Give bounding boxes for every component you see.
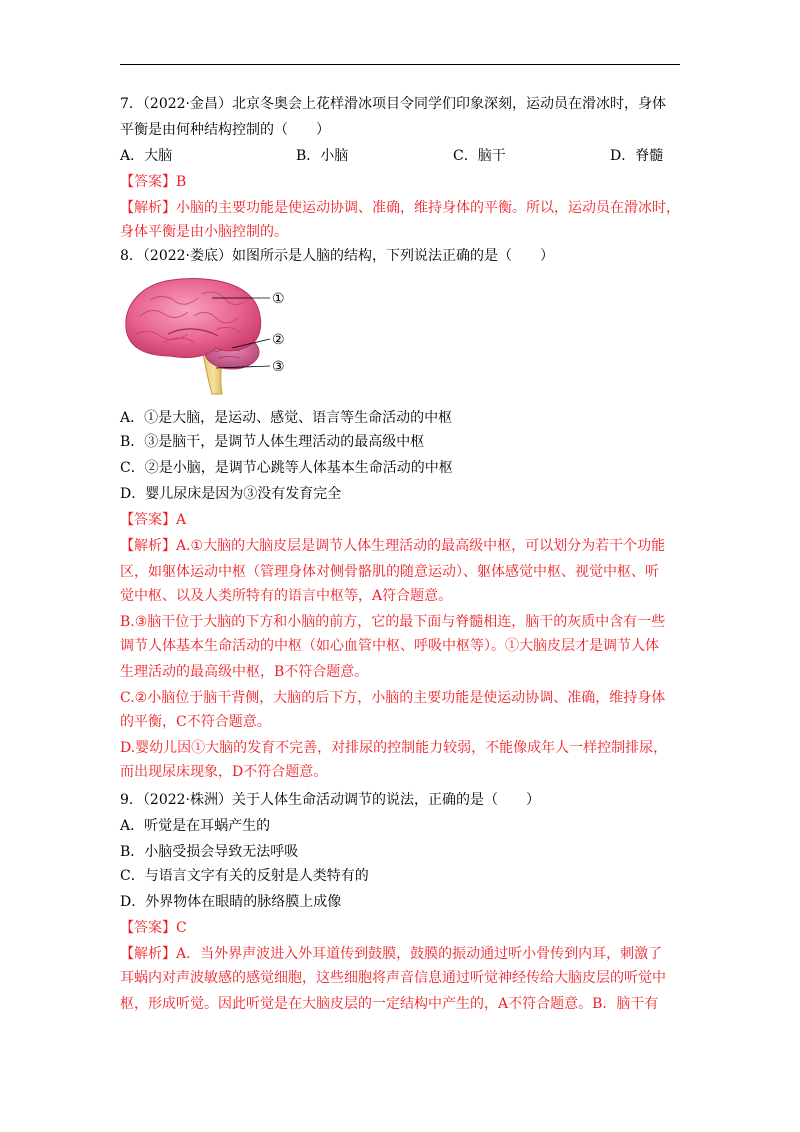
q8-analysis-line-7: C.②小脑位于脑干背侧，大脑的后下方，小脑的主要功能是使运动协调、准确，维持身体 [120,690,666,706]
brain-structure-figure [120,276,295,396]
q7-option-a: A．大脑 [120,148,173,164]
q8-analysis-line-8: 的平衡，C不符合题意。 [120,714,271,730]
brain-illustration [126,279,261,394]
q9-option-b: B．小脑受损会导致无法呼吸 [120,844,299,860]
q9-answer: 【答案】C [120,920,187,936]
q9-option-c: C．与语言文字有关的反射是人类特有的 [120,868,369,884]
figure-label-1: ① [272,291,285,307]
q8-analysis-line-3: 觉中枢、以及人类所特有的语言中枢等，A符合题意。 [120,588,453,604]
q8-option-d: D．婴儿尿床是因为③没有发育完全 [120,486,342,502]
q7-analysis-line-2: 身体平衡是由小脑控制的。 [120,224,288,240]
q8-analysis-line-9: D.婴幼儿因①大脑的发育不完善，对排尿的控制能力较弱，不能像成年人一样控制排尿， [120,740,668,756]
q9-analysis-line-2: 耳蜗内对声波敏感的感觉细胞，这些细胞将声音信息通过听觉神经传给大脑皮层的听觉中 [120,970,666,986]
q7-stem-line-2: 平衡是由何种结构控制的（ ） [120,122,330,138]
q9-analysis-line-1: 【解析】A．当外界声波进入外耳道传到鼓膜，鼓膜的振动通过听小骨传到内耳，刺激了 [120,946,663,962]
q8-option-c: C．②是小脑，是调节心跳等人体基本生命活动的中枢 [120,460,453,476]
q9-stem: 9．（2022·株洲）关于人体生命活动调节的说法，正确的是（ ） [120,792,540,808]
q7-option-d: D．脊髓 [610,148,664,164]
q7-answer: 【答案】B [120,174,187,190]
q8-option-a: A．①是大脑，是运动、感觉、语言等生命活动的中枢 [120,410,453,426]
q7-option-c: C．脑干 [453,148,506,164]
q7-options [120,146,680,166]
q8-analysis-line-10: 而出现尿床现象，D不符合题意。 [120,764,328,780]
q8-analysis-line-5: 调节人体基本生命活动的中枢（如心血管中枢、呼吸中枢等）。①大脑皮层才是调节人体 [120,638,659,654]
q9-analysis-line-3: 枢，形成听觉。因此听觉是在大脑皮层的一定结构中产生的，A不符合题意。B．脑干有 [120,996,659,1012]
q9-option-a: A．听觉是在耳蜗产生的 [120,818,271,834]
q8-analysis-line-1: 【解析】A.①大脑的大脑皮层是调节人体生理活动的最高级中枢，可以划分为若干个功能 [120,538,666,554]
q8-answer: 【答案】A [120,512,187,528]
q9-option-d: D．外界物体在眼睛的脉络膜上成像 [120,894,342,910]
q7-stem-line-1: 7．（2022·金昌）北京冬奥会上花样滑冰项目令同学们印象深刻，运动员在滑冰时，身体 [120,96,666,112]
q8-analysis-line-6: 生理活动的最高级中枢，B不符合题意。 [120,664,369,680]
figure-label-2: ② [272,332,285,348]
q8-option-b: B．③是脑干，是调节人体生理活动的最高级中枢 [120,434,425,450]
q7-option-b: B．小脑 [296,148,349,164]
q8-analysis-line-4: B.③脑干位于大脑的下方和小脑的前方，它的最下面与脊髓相连，脑干的灰质中含有一些 [120,614,666,630]
q8-stem: 8．（2022·娄底）如图所示是人脑的结构，下列说法正确的是（ ） [120,248,554,264]
q8-analysis-line-2: 区，如躯体运动中枢（管理身体对侧骨骼肌的随意运动）、躯体感觉中枢、视觉中枢、听 [120,564,659,580]
q7-analysis-line-1: 【解析】小脑的主要功能是使运动协调、准确，维持身体的平衡。所以，运动员在滑冰时， [120,200,680,216]
figure-label-3: ③ [272,359,285,375]
header-rule [120,64,680,65]
